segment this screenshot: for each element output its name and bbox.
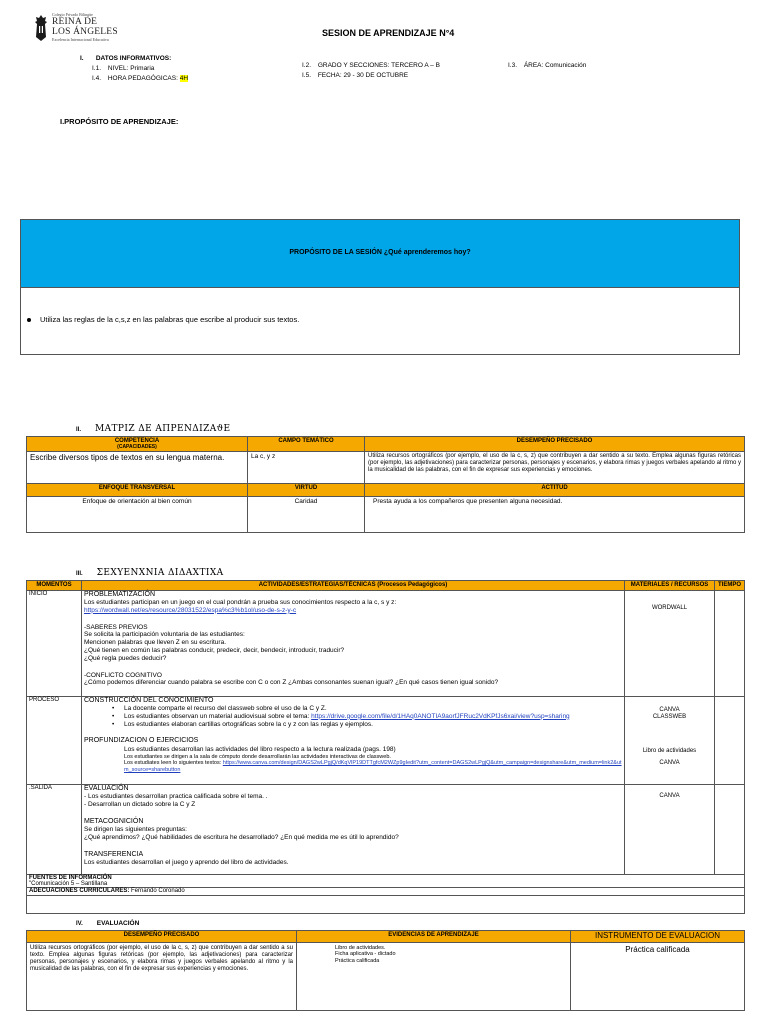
matriz-title: ΜΑΤΡΙΖ ΔΕ ΑΠΡΕΝΔΙΖΑϑΕ [95, 424, 231, 434]
matriz-table [26, 436, 745, 533]
saberes-title: -SABERES PREVIOS [84, 623, 148, 631]
profundizacion-item-1-text: Los estudiantes desarrollan las actividades del libro respecto a la lectura realizada (pags. 198) [124, 745, 396, 753]
tiempo-header: TIEMPO [715, 581, 745, 591]
eval-desempeno-cell: Utiliza recursos ortográficos (por ejemplo, el uso de la c, s, z) que contribuyen a dar sentido a su texto. Emplea algunas figuras retóricas (por ejemplo, las adjetivaciones) para caracterizar personas, personajes y escenarios, y elabora rimas y juegos verbales apelando al ritmo y la musicalidad de las palabras, con el fin de expresar sus experiencias y emociones. [27, 942, 297, 1010]
saberes-line-3: ¿Qué tienen en común las palabras conducir, predecir, decir, bendecir, introducir, traducir? [84, 646, 345, 654]
saberes-line-1: Se solicita la participación voluntaria de las estudiantes: [84, 631, 245, 639]
evidencia-3: Práctica calificada [335, 957, 380, 964]
proceso-material-1: CANVA [659, 706, 680, 713]
eval-evidencias-cell [297, 942, 571, 1010]
momentos-header: MOMENTOS [27, 581, 82, 591]
fuentes-label: FUENTES DE INFORMACIÓN [29, 874, 112, 881]
materiales-header: MATERIALES / RECURSOS [625, 581, 715, 591]
proceso-material-3: Libro de actividades [642, 747, 697, 754]
competencia-header-line2: (CAPACIDADES) [117, 443, 157, 450]
logo-name-line1: REINA DE [52, 17, 98, 28]
grado-value: GRADO Y SECCIONES: TERCERO A – B [317, 62, 440, 69]
construccion-title: CONSTRUCCIÓN DEL CONOCIMIENTO [84, 696, 214, 704]
blank-row [27, 895, 745, 913]
construccion-item-1-text: La docente comparte el recurso del classweb sobre el uso de la C y Z. [124, 704, 327, 712]
evaluacion-line-1: - Los estudiantes desarrollan practica calificada sobre el tema. . [84, 792, 268, 800]
salida-row [27, 784, 745, 874]
purpose-item-text: Utiliza las reglas de la c,s,z en las palabras que escribe al producir sus textos. [40, 315, 300, 324]
profundizacion-item-3-text: Los estudiates leen lo siguientes textos: [124, 760, 223, 767]
evaluacion-heading [76, 920, 139, 928]
transferencia-title: TRANSFERENCIA [84, 850, 144, 858]
competencia-header-line1: COMPETENCIA [114, 438, 160, 444]
secuencia-heading [76, 568, 224, 579]
proceso-time [715, 696, 745, 784]
construccion-item-1 [84, 705, 622, 713]
metacognicion-title: METACOGNICIÓN [84, 817, 144, 825]
salida-activities [82, 784, 625, 874]
desempeno-header: DESEMPEÑO PRECISADO [365, 437, 745, 452]
fecha-value: FECHA: 29 - 30 DE OCTUBRE [317, 72, 409, 80]
salida-time [715, 784, 745, 874]
profundizacion-item-1 [84, 746, 622, 754]
construccion-item-2-text: Los estudiantes observan un material audiovisual sobre el tema: [124, 712, 312, 720]
logo-subtitle: Excelencia Internacional Educativa [52, 36, 109, 42]
bullet-icon: • [112, 720, 115, 728]
wordwall-link[interactable]: https://wordwall.net/es/resource/28031522/espa%c3%b1ol/uso-de-s-z-y-c [84, 606, 297, 614]
evidencia-2: Ficha aplicativa - dictado [335, 951, 396, 958]
proceso-row [27, 696, 745, 784]
problematizacion-text: Los estudiantes participan en un juego en el cual pondrán a prueba sus conocimientos respecto a la c, s y z: [84, 598, 397, 606]
construccion-item-3-text: Los estudiantes elaboran cartillas ortográficas sobre la c y z con las reglas y ejemplos. [124, 720, 373, 728]
area-num: I.3. [508, 62, 518, 69]
adecuaciones-row [27, 887, 745, 895]
problematizacion-title: PROBLEMATIZACIÓN [84, 590, 156, 598]
matriz-num: II. [76, 427, 82, 433]
competencia-cell: Escribe diversos tipos de textos en su lengua materna. [27, 452, 248, 484]
campo-header: CAMPO TEMÁTICO [248, 437, 365, 452]
salida-material: CANVA [625, 784, 715, 874]
evaluacion-title: EVALUACIÓN [84, 784, 129, 792]
construccion-item-3 [84, 721, 622, 729]
purpose-item [21, 288, 739, 324]
canva-link[interactable]: https://www.canva.com/design/DAGS2wLPgjQ/dKqVlP19DTTgfcM2WZp9gIedit?utm_content=DAGS2wLPgjQ&utm_campaign=designshare&utm_medium=link2&utm_source=sharebutton [124, 760, 622, 773]
adecuaciones-value: Fernando Coronado [131, 887, 185, 894]
datos-section-label: DATOS INFORMATIVOS: [95, 55, 172, 62]
proceso-material-2: CLASSWEB [652, 713, 687, 720]
saberes-line-4: ¿Qué regla puedes deducir? [84, 654, 167, 662]
school-logo [34, 12, 174, 44]
grado-num: I.2. [302, 62, 312, 69]
inicio-moment: INICIO [27, 590, 82, 696]
datos-section-num: I. [80, 55, 84, 62]
actividades-header: ACTIVIDADES/ESTRATEGIAS/TÉCNICAS (Procesos Pedagógicos) [82, 581, 625, 591]
proceso-activities [82, 696, 625, 784]
saberes-line-2: Mencionen palabras que lleven Z en su escritura. [84, 639, 226, 647]
secuencia-table [26, 580, 745, 914]
purpose-box [20, 219, 740, 355]
profundizacion-item-2 [84, 754, 622, 761]
inicio-row [27, 590, 745, 696]
fuentes-row [27, 874, 745, 887]
evaluacion-table [26, 930, 745, 1011]
eval-instrumento-cell: Práctica calificada [571, 942, 745, 1010]
bullet-icon: • [112, 704, 115, 712]
secuencia-num: III. [76, 571, 83, 577]
evaluacion-num: IV. [76, 921, 83, 927]
bullet-icon [27, 318, 31, 322]
actitud-header: ACTITUD [365, 484, 745, 497]
salida-moment: .SALIDA [27, 784, 82, 874]
page-title: SESION DE APRENDIZAJE N°4 [322, 28, 455, 38]
construccion-item-2 [84, 713, 622, 721]
fecha-num: I.5. [302, 72, 312, 80]
virtud-cell: Caridad [248, 497, 365, 533]
proposito-heading: I.PROPÓSITO DE APRENDIZAJE: [60, 117, 179, 126]
crest-icon [34, 15, 48, 41]
evidencia-1: Libro de actividades. [335, 944, 386, 951]
horas-num: I.4. [92, 75, 102, 83]
desempeno-cell: Utiliza recursos ortográficos (por ejemplo, el uso de la c, s, z) que contribuyen a dar sentido a su texto. Emplea algunas figuras retóricas (por ejemplo, las adjetivaciones) para caracterizar personas, personajes y escenarios, y elabora rimas y juegos verbales apelando al ritmo y la musicalidad de las palabras, con el fin de expresar sus experiencias y emociones. [365, 452, 745, 484]
matriz-heading [76, 424, 230, 435]
eval-desempeno-header: DESEMPEÑO PRECISADO [27, 931, 297, 943]
adecuaciones-label: ADECUACIONES CURRICULARES: [29, 887, 130, 894]
proceso-material-4: CANVA [659, 760, 680, 767]
proceso-materials [625, 696, 715, 784]
profundizacion-item-3 [84, 760, 622, 773]
conflicto-text: ¿Cómo podemos diferenciar cuando palabra se escribe con C o con Z ¿Ambas consonantes suenan igual? ¿En qué casos tienen igual sonido? [84, 679, 499, 687]
purpose-header: PROPÓSITO DE LA SESIÓN ¿Qué aprenderemos hoy? [21, 220, 739, 288]
virtud-header: VIRTUD [248, 484, 365, 497]
datos-informativos-middle [302, 61, 440, 81]
enfoque-header: ENFOQUE TRANSVERSAL [27, 484, 248, 497]
datos-informativos-right [508, 61, 586, 71]
fuentes-value: "Comunicación 5 – Santillana [29, 880, 108, 887]
nivel-num: I.1. [92, 65, 102, 73]
evaluacion-title: EVALUACIÓN [96, 920, 140, 927]
competencia-header [27, 437, 248, 452]
conflicto-title: -CONFLICTO COGNITIVO [84, 671, 162, 679]
enfoque-cell: Enfoque de orientación al bien común [27, 497, 248, 533]
proceso-moment: PROCESO [27, 696, 82, 784]
metacognicion-line-1: Se dirigen las siguientes preguntas: [84, 825, 187, 833]
horas-label: HORA PEDAGÓGICAS: [107, 75, 178, 83]
area-value: ÁREA: Comunicación [523, 62, 587, 69]
logo-name-line2: LOS ÁNGELES [52, 27, 118, 37]
datos-informativos-left [80, 54, 188, 84]
inicio-material: WORDWALL [625, 590, 715, 696]
inicio-time [715, 590, 745, 696]
eval-evidencias-header: EVIDENCIAS DE APRENDIZAJE [297, 931, 571, 943]
evaluacion-line-2: - Desarrollan un dictado sobre la C y Z [84, 800, 196, 808]
nivel-value: NIVEL: Primaria [107, 65, 155, 73]
metacognicion-line-2: ¿Qué aprendimos? ¿Qué habilidades de escritura he desarrollado? ¿En qué medida me es útil lo aprendido? [84, 833, 399, 841]
eval-instrumento-header: INSTRUMENTO DE EVALUACION [571, 931, 745, 943]
profundizacion-title: PROFUNDIZACION O EJERCICIOS [84, 737, 199, 745]
profundizacion-item-2-text: Los estudiantes se dirigen a la sala de cómputo donde desarrollarán las actividades interactivas de classweb. [124, 753, 391, 760]
campo-cell: La c, y z [248, 452, 365, 484]
bullet-icon: • [112, 712, 115, 720]
actitud-cell: Presta ayuda a los compañeros que presenten alguna necesidad. [365, 497, 745, 533]
drive-video-link[interactable]: https://drive.google.com/file/d/1HAq0ANOTIA9aorfJFRuc2VdKPfJs6xai/view?usp=sharing [311, 712, 570, 720]
transferencia-line-1: Los estudiantes desarrollan el juego y aprendo del libro de actividades. [84, 858, 289, 866]
horas-value: 4H [179, 75, 189, 83]
inicio-activities [82, 590, 625, 696]
logo-tagline: Colegio Privado Bilingüe [52, 12, 93, 18]
secuencia-title: ΣΕΧΥΕΝΧΝΙΑ ΔΙΔΑΧΤΙΧΑ [96, 568, 224, 578]
